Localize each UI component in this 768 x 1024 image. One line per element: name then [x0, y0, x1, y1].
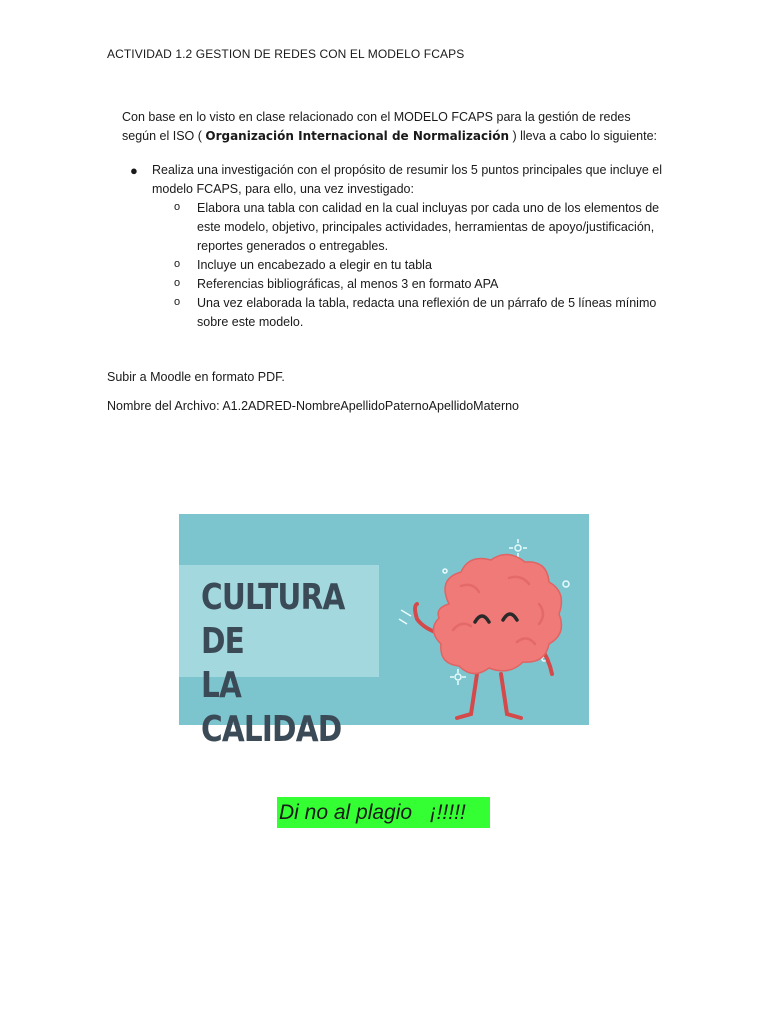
bullet-dot-icon: ● [130, 163, 138, 178]
intro-paragraph [122, 108, 682, 146]
intro-line-2 [122, 127, 682, 146]
brain-mascot-icon [389, 534, 589, 724]
list-item [130, 161, 670, 199]
upload-instruction: Subir a Moodle en formato PDF. [107, 370, 285, 384]
sub-item-text: Una vez elaborada la tabla, redacta una reflexión de un párrafo de 5 líneas mínimo sobre este modelo. [197, 296, 657, 329]
circle-bullet-icon: o [174, 258, 181, 270]
bullet-text: Realiza una investigación con el propósito de resumir los 5 puntos principales que incluye el modelo FCAPS, para ello, una vez investigado: [152, 163, 663, 196]
banner-title-line-1: CULTURA DE [201, 577, 345, 662]
sub-item-text: Elabora una tabla con calidad en la cual incluyas por cada uno de los elementos de este modelo, objetivo, principales actividades, herramientas de apoyo/justificación, reportes generados o entregables. [197, 201, 660, 253]
iso-organization: Organización Internacional de Normalización [205, 129, 509, 143]
document-title: ACTIVIDAD 1.2 GESTION DE REDES CON EL MODELO FCAPS [107, 47, 465, 61]
instruction-list [130, 161, 670, 332]
sub-list-item [130, 199, 670, 256]
sub-list [130, 199, 670, 332]
sub-list-item [130, 256, 670, 275]
culture-banner-image [179, 514, 589, 750]
circle-bullet-icon: o [174, 277, 181, 289]
circle-bullet-icon: o [174, 201, 181, 213]
circle-bullet-icon: o [174, 296, 181, 308]
plagiarism-slogan: Di no al plagio ¡!!!!! [277, 797, 490, 828]
sub-list-item [130, 294, 670, 332]
intro-line-2-pre: según el ISO ( [122, 129, 206, 143]
sub-item-text: Referencias bibliográficas, al menos 3 en formato APA [197, 277, 499, 291]
banner-title [201, 576, 349, 752]
sub-list-item [130, 275, 670, 294]
intro-line-2-post: ) lleva a cabo lo siguiente: [509, 129, 658, 143]
filename-instruction: Nombre del Archivo: A1.2ADRED-NombreApellidoPaternoApellidoMaterno [107, 399, 520, 413]
intro-line-1: Con base en lo visto en clase relacionado con el MODELO FCAPS para la gestión de redes [122, 110, 631, 124]
sub-item-text: Incluye un encabezado a elegir en tu tabla [197, 258, 432, 272]
banner-title-line-2: LA CALIDAD [201, 665, 342, 750]
